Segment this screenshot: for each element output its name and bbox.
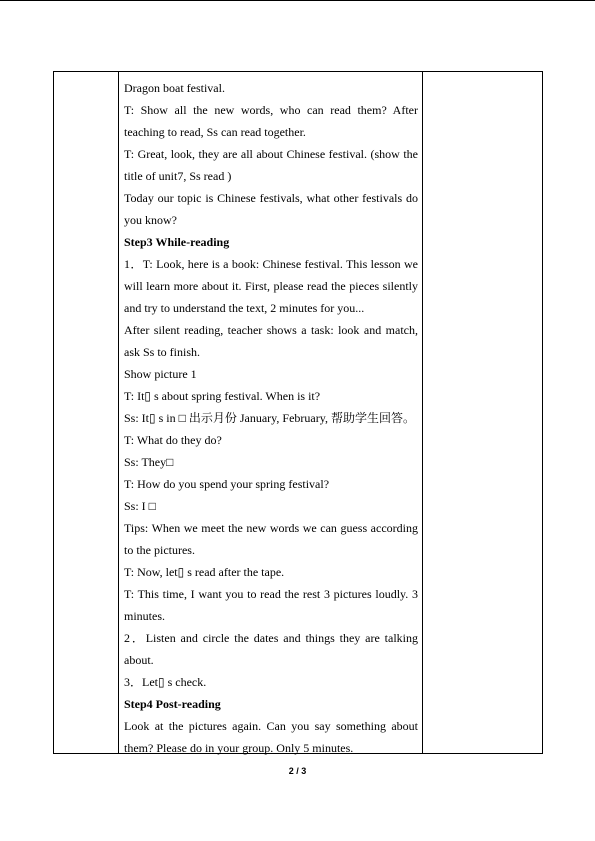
text-line: T: It▯ s about spring festival. When is it? bbox=[124, 389, 321, 403]
text-line: T: How do you spend your spring festival? bbox=[124, 477, 330, 491]
text-line: Show picture 1 bbox=[124, 367, 197, 381]
text-line: 2．Listen and circle the dates and things they are talking about. bbox=[124, 631, 418, 667]
text-line: After silent reading, teacher shows a task: look and match, ask Ss to finish. bbox=[124, 323, 418, 359]
text-line: Ss: I □ bbox=[124, 499, 156, 513]
text-line: T: This time, I want you to read the rest 3 pictures loudly. 3 minutes. bbox=[124, 587, 418, 623]
step-heading: Step3 While-reading bbox=[124, 235, 230, 249]
text-line: T: What do they do? bbox=[124, 433, 222, 447]
text-line: Dragon boat festival. bbox=[124, 81, 225, 95]
text-line: Today our topic is Chinese festivals, what other festivals do you know? bbox=[124, 191, 418, 227]
lesson-table bbox=[53, 71, 543, 754]
text-line: Ss: It▯ s in □ 出示月份 January, February, 帮助学生回答。 bbox=[124, 411, 415, 425]
page-number: 2 / 3 bbox=[288, 766, 307, 776]
text-line: T: Show all the new words, who can read them? After teaching to read, Ss can read together. bbox=[124, 103, 418, 139]
text-line: Ss: They□ bbox=[124, 455, 174, 469]
page-top-rule bbox=[0, 0, 595, 1]
text-line: Look at the pictures again. Can you say something about them? Please do in your group. Only 5 minutes. bbox=[124, 719, 418, 755]
text-line: Tips: When we meet the new words we can guess according to the pictures. bbox=[124, 521, 418, 557]
text-line: T: Now, let▯ s read after the tape. bbox=[124, 565, 285, 579]
text-line: T: Great, look, they are all about Chinese festival. (show the title of unit7, Ss read ) bbox=[124, 147, 418, 183]
teaching-procedure-cell bbox=[124, 77, 418, 759]
column-divider-right bbox=[422, 72, 423, 753]
text-line: 1．T: Look, here is a book: Chinese festival. This lesson we will learn more about it. First, please read the pieces silently and try to understand the text, 2 minutes for you... bbox=[124, 257, 418, 315]
step-heading: Step4 Post-reading bbox=[124, 697, 221, 711]
text-line: 3．Let▯ s check. bbox=[124, 675, 207, 689]
column-divider-left bbox=[118, 72, 119, 753]
